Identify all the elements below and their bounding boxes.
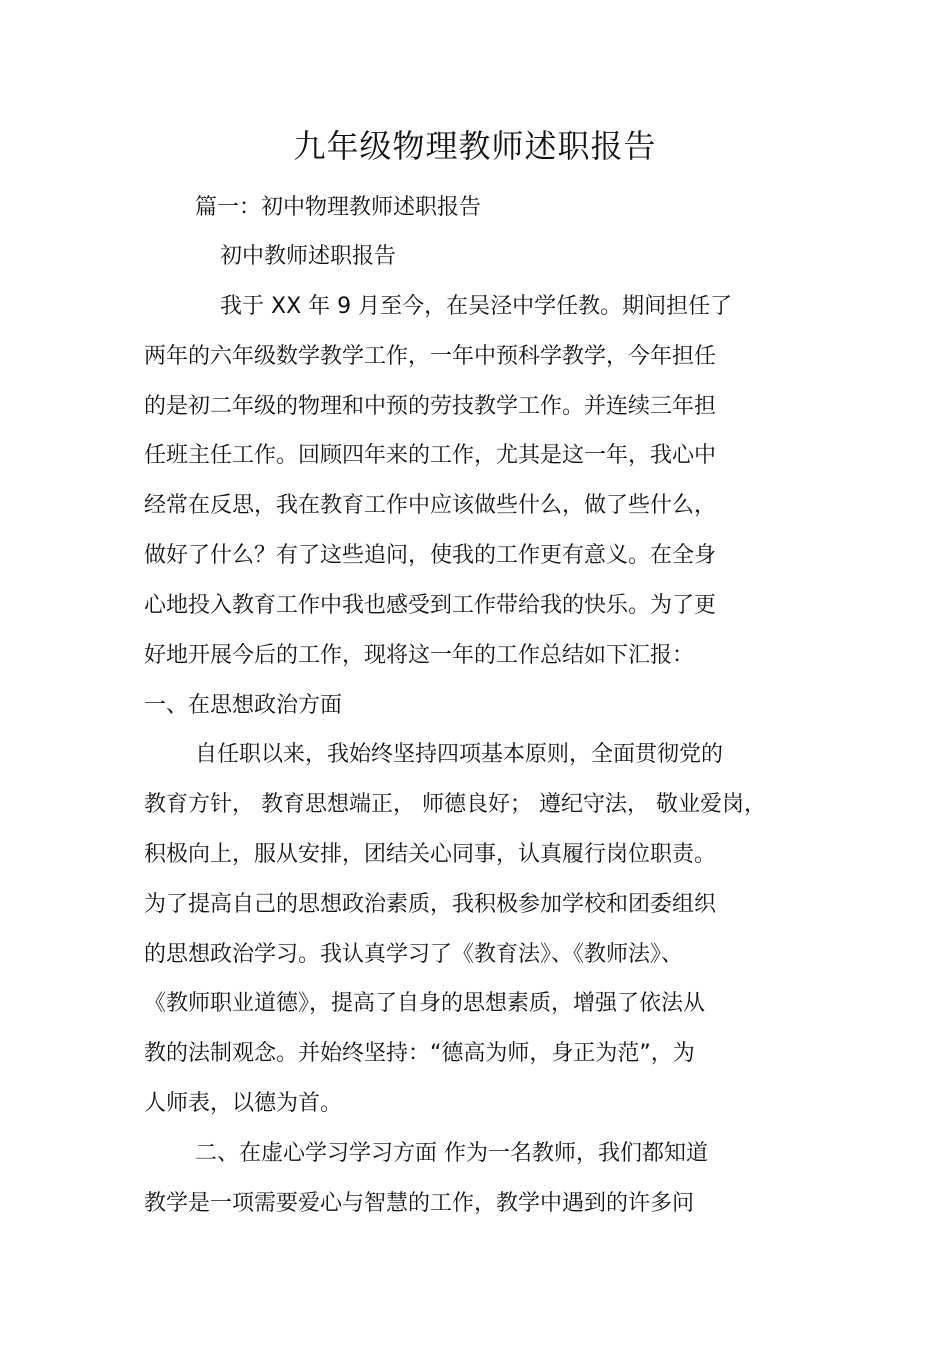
paragraph-line: 人师表，以德为首。: [144, 1091, 343, 1116]
paragraph-line: 自任职以来，我始终坚持四项基本原则，全面贯彻党的: [195, 742, 724, 767]
document-title: 九年级物理教师述职报告: [293, 127, 657, 165]
section-heading: 篇一：初中物理教师述职报告: [195, 195, 482, 220]
paragraph-line: 积极向上，服从安排，团结关心同事，认真履行岗位职责。: [144, 842, 717, 867]
section-heading: 一、在思想政治方面: [144, 693, 343, 718]
paragraph-line: 做好了什么？有了这些追问，使我的工作更有意义。在全身: [144, 543, 717, 568]
subheading: 初中教师述职报告: [220, 244, 397, 269]
paragraph-line: 教育方针， 教育思想端正， 师德良好； 遵纪守法， 敬业爱岗，: [144, 792, 766, 817]
paragraph-line: 两年的六年级数学教学工作，一年中预科学教学，今年担任: [144, 344, 717, 369]
paragraph-line: 我于 XX 年 9 月至今，在吴泾中学任教。期间担任了: [220, 294, 733, 319]
paragraph-line: 为了提高自己的思想政治素质，我积极参加学校和团委组织: [144, 892, 717, 917]
paragraph-line: 任班主任工作。回顾四年来的工作，尤其是这一年，我心中: [144, 443, 717, 468]
paragraph-line: 经常在反思，我在教育工作中应该做些什么，做了些什么，: [144, 493, 717, 518]
paragraph-line: 《教师职业道德》，提高了自身的思想素质，增强了依法从: [144, 991, 706, 1016]
paragraph-line: 的思想政治学习。我认真学习了《教育法》、《教师法》、: [144, 942, 684, 967]
section-heading: 二、在虚心学习学习方面 作为一名教师，我们都知道: [195, 1141, 708, 1166]
paragraph-line: 教的法制观念。并始终坚持：“德高为师，身正为范”，为: [144, 1041, 695, 1066]
paragraph-line: 好地开展今后的工作，现将这一年的工作总结如下汇报：: [144, 643, 695, 668]
paragraph-line: 教学是一项需要爱心与智慧的工作，教学中遇到的许多问: [144, 1191, 695, 1216]
paragraph-line: 的是初二年级的物理和中预的劳技教学工作。并连续三年担: [144, 394, 717, 419]
paragraph-line: 心地投入教育工作中我也感受到工作带给我的快乐。为了更: [144, 593, 717, 618]
